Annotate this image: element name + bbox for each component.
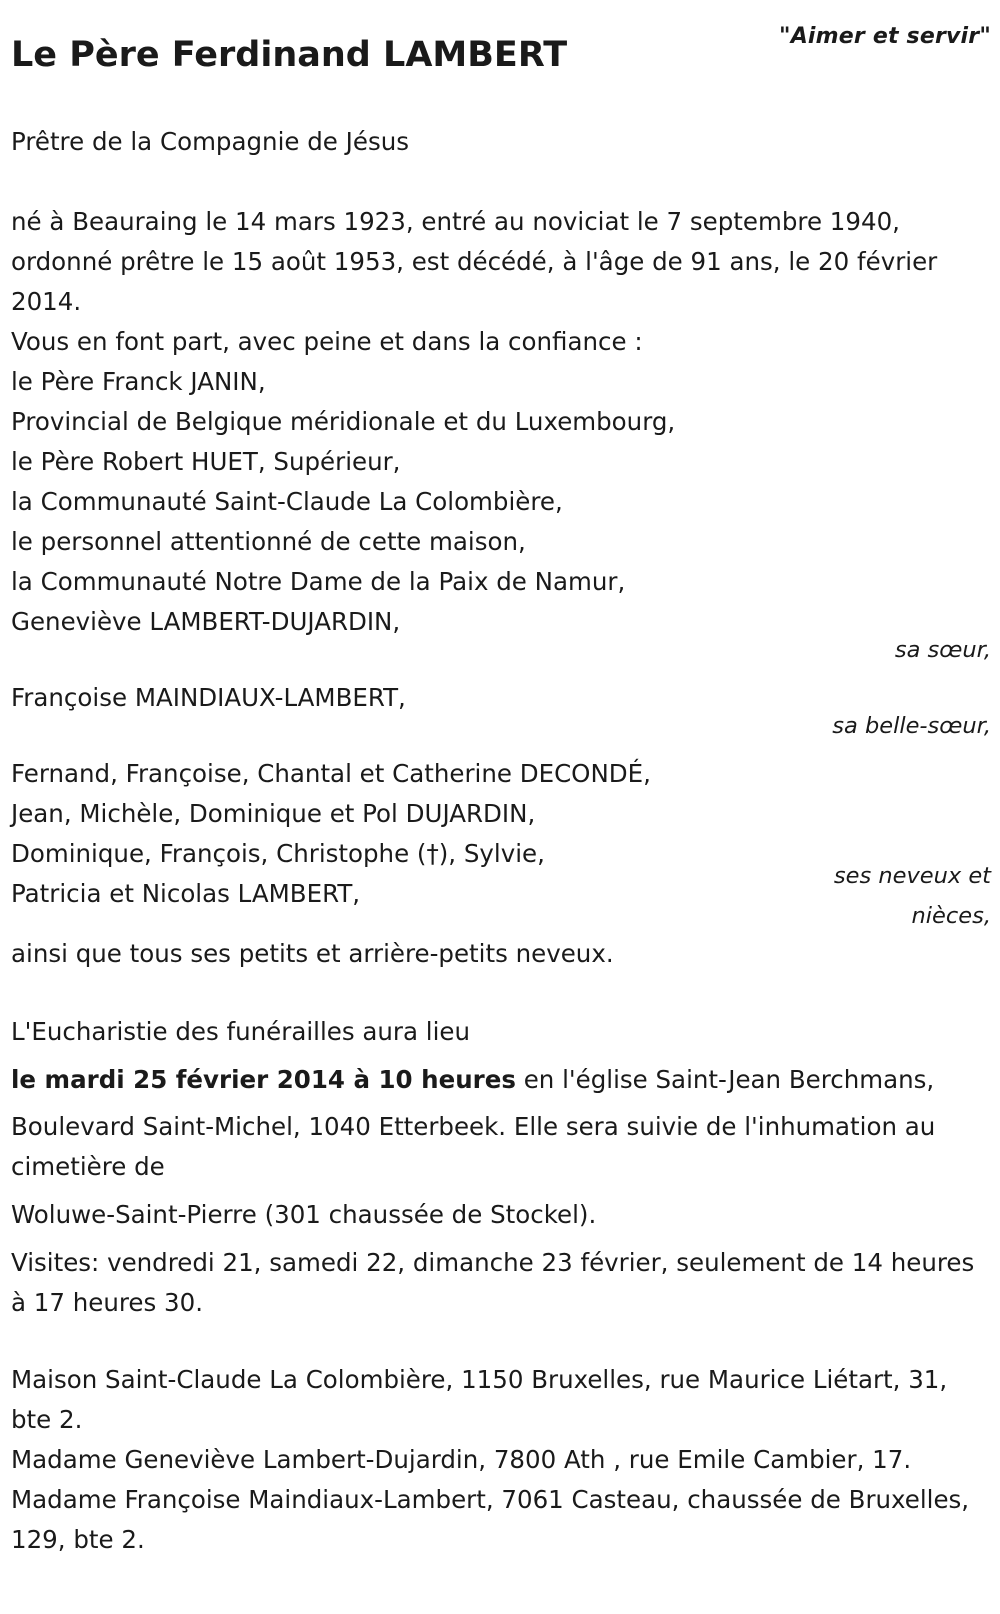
- announcement-line: la Communauté Notre Dame de la Paix de Namur,: [11, 567, 626, 596]
- announcement-line: Provincial de Belgique méridionale et du Luxembourg,: [11, 407, 676, 436]
- announcement-line: le personnel attentionné de cette maison,: [11, 527, 526, 556]
- motto: "Aimer et servir": [779, 24, 991, 49]
- announcement-line: le Père Robert HUET, Supérieur,: [11, 447, 401, 476]
- address-item: Madame Françoise Maindiaux-Lambert, 7061 Casteau, chaussée de Bruxelles, 129, bte 2.: [11, 1485, 970, 1554]
- biography-intro: né à Beauraing le 14 mars 1923, entré au noviciat le 7 septembre 1940, ordonné prêtre le 15 août 1953, est décédé, à l'âge de 91 ans, le 20 février 2014.: [11, 207, 938, 316]
- address-list: [11, 1360, 991, 1560]
- relation-nephews: [11, 856, 991, 936]
- announcement-line: Vous en font part, avec peine et dans la confiance :: [11, 327, 643, 356]
- relation-sister: sa sœur,: [894, 637, 991, 663]
- funeral-cemetery: Woluwe-Saint-Pierre (301 chaussée de Stockel).: [11, 1200, 597, 1229]
- funeral-church: en l'église Saint-Jean Berchmans,: [515, 1065, 935, 1094]
- nephews-line: Fernand, Françoise, Chantal et Catherine DECONDÉ,: [11, 759, 651, 788]
- announcement-line: la Communauté Saint-Claude La Colombière,: [11, 487, 563, 516]
- address-item: Maison Saint-Claude La Colombière, 1150 Bruxelles, rue Maurice Liétart, 31, bte 2.: [11, 1365, 948, 1434]
- funeral-date: le mardi 25 février 2014 à 10 heures: [11, 1065, 516, 1094]
- relation-sister-in-law: sa belle-sœur,: [832, 713, 991, 739]
- subtitle: Prêtre de la Compagnie de Jésus: [11, 127, 410, 156]
- announcement-list: [11, 322, 991, 914]
- funeral-intro: L'Eucharistie des funérailles aura lieu: [11, 1017, 471, 1046]
- nephews-line: Jean, Michèle, Dominique et Pol DUJARDIN,: [11, 799, 536, 828]
- announcement-line: le Père Franck JANIN,: [11, 367, 266, 396]
- announcement-line: Geneviève LAMBERT-DUJARDIN,: [11, 607, 401, 636]
- page-title: Le Père Ferdinand LAMBERT: [11, 35, 568, 75]
- funeral-address: Boulevard Saint-Michel, 1040 Etterbeek. Elle sera suivie de l'inhumation au cimetière de: [11, 1112, 936, 1181]
- funeral-date-line: [11, 1060, 991, 1100]
- visits-info: Visites: vendredi 21, samedi 22, dimanche 23 février, seulement de 14 heures à 17 heures 30.: [11, 1248, 975, 1317]
- relation-nephews-line-2: nièces,: [911, 903, 991, 929]
- address-item: Madame Geneviève Lambert-Dujardin, 7800 Ath , rue Emile Cambier, 17.: [11, 1445, 912, 1474]
- sister-in-law-name: Françoise MAINDIAUX-LAMBERT,: [11, 683, 406, 712]
- nephews-line: Dominique, François, Christophe (†), Sylvie,: [11, 839, 545, 868]
- relation-nephews-line-1: ses neveux et: [833, 863, 991, 889]
- closing-line: ainsi que tous ses petits et arrière-petits neveux.: [11, 939, 614, 968]
- nephews-line: Patricia et Nicolas LAMBERT,: [11, 879, 361, 908]
